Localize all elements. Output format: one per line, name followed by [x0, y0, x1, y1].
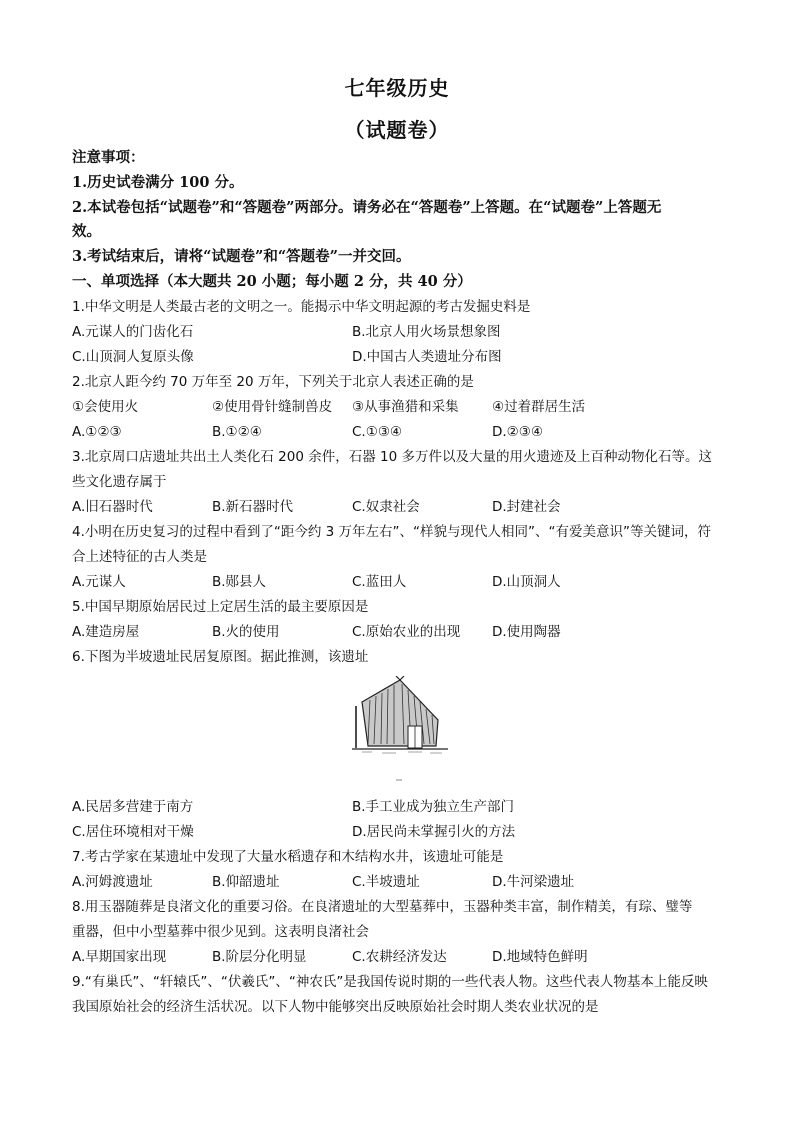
q9-stem-line1: 9.“有巢氏”、“轩辕氏”、“伏羲氏”、“神农氏”是我国传说时期的一些代表人物。这些代表人物基本上能反映 — [72, 974, 708, 990]
q8-option-a: A.早期国家出现 — [72, 949, 167, 965]
q6-option-a: A.民居多营建于南方 — [72, 799, 194, 815]
q6-option-c: C.居住环境相对干燥 — [72, 824, 194, 840]
q3-stem-line2: 些文化遗存属于 — [72, 474, 167, 490]
page-subtitle: （试题卷） — [344, 118, 450, 142]
q8-stem-line1: 8.用玉器随葬是良渚文化的重要习俗。在良渚遗址的大型墓葬中，玉器种类丰富，制作精美，有琮、璧等 — [72, 899, 693, 915]
banpo-house-illustration — [352, 676, 448, 786]
q8-option-b: B.阶层分化明显 — [212, 949, 307, 965]
q8-stem-line2: 重器，但中小型墓葬中很少见到。这表明良渚社会 — [72, 924, 369, 940]
q4-option-b: B.郧县人 — [212, 574, 267, 590]
q2-option-d: D.②③④ — [492, 424, 543, 440]
q2-option-b: B.①②④ — [212, 424, 262, 440]
q6-stem: 6.下图为半坡遗址民居复原图。据此推测，该遗址 — [72, 649, 369, 665]
q2-statement-2: ②使用骨针缝制兽皮 — [212, 399, 333, 415]
q3-option-b: B.新石器时代 — [212, 499, 294, 515]
q3-option-d: D.封建社会 — [492, 499, 561, 515]
q3-stem-line1: 3.北京周口店遗址共出土人类化石 200 余件，石器 10 多万件以及大量的用火遗迹及上百种动物化石等。这 — [72, 449, 712, 465]
q1-option-c: C.山顶洞人复原头像 — [72, 349, 194, 365]
q4-option-c: C.蓝田人 — [352, 574, 407, 590]
q8-option-c: C.农耕经济发达 — [352, 949, 447, 965]
q5-stem: 5.中国早期原始居民过上定居生活的最主要原因是 — [72, 599, 369, 615]
q5-option-b: B.火的使用 — [212, 624, 280, 640]
q2-statement-3: ③从事渔猎和采集 — [352, 399, 459, 415]
q4-option-a: A.元谋人 — [72, 574, 126, 590]
notice-item-2-cont: 效。 — [72, 223, 101, 240]
q9-stem-line2: 我国原始社会的经济生活状况。以下人物中能够突出反映原始社会时期人类农业状况的是 — [72, 999, 599, 1015]
q1-option-b: B.北京人用火场景想象图 — [352, 324, 501, 340]
section-heading: 一、单项选择（本大题共 20 小题；每小题 2 分，共 40 分） — [72, 273, 472, 290]
q7-option-b: B.仰韶遗址 — [212, 874, 280, 890]
q5-option-d: D.使用陶器 — [492, 624, 561, 640]
q7-option-c: C.半坡遗址 — [352, 874, 420, 890]
q7-option-d: D.牛河梁遗址 — [492, 874, 575, 890]
q4-stem-line2: 合上述特征的古人类是 — [72, 549, 207, 565]
q6-option-b: B.手工业成为独立生产部门 — [352, 799, 515, 815]
q2-stem: 2.北京人距今约 70 万年至 20 万年，下列关于北京人表述正确的是 — [72, 374, 474, 390]
notice-heading: 注意事项： — [72, 149, 145, 166]
q1-option-d: D.中国古人类遗址分布图 — [352, 349, 502, 365]
notice-item-3: 3.考试结束后，请将“试题卷”和“答题卷”一并交回。 — [72, 248, 411, 265]
q4-option-d: D.山顶洞人 — [492, 574, 561, 590]
q2-option-c: C.①③④ — [352, 424, 403, 440]
q2-option-a: A.①②③ — [72, 424, 122, 440]
q1-option-a: A.元谋人的门齿化石 — [72, 324, 194, 340]
q3-option-c: C.奴隶社会 — [352, 499, 420, 515]
q2-statement-1: ①会使用火 — [72, 399, 139, 415]
q1-stem: 1.中华文明是人类最古老的文明之一。能揭示中华文明起源的考古发掘史料是 — [72, 299, 531, 315]
q8-option-d: D.地域特色鲜明 — [492, 949, 588, 965]
page-title: 七年级历史 — [344, 76, 450, 100]
notice-item-1: 1.历史试卷满分 100 分。 — [72, 174, 244, 191]
q3-option-a: A.旧石器时代 — [72, 499, 153, 515]
q6-option-d: D.居民尚未掌握引火的方法 — [352, 824, 516, 840]
q7-stem: 7.考古学家在某遗址中发现了大量水稻遗存和木结构水井，该遗址可能是 — [72, 849, 504, 865]
q5-option-a: A.建造房屋 — [72, 624, 140, 640]
q5-option-c: C.原始农业的出现 — [352, 624, 461, 640]
notice-item-2: 2.本试卷包括“试题卷”和“答题卷”两部分。请务必在“答题卷”上答题。在“试题卷”上答题无 — [72, 199, 662, 216]
q4-stem-line1: 4.小明在历史复习的过程中看到了“距今约 3 万年左右”、“样貌与现代人相同”、“有爱美意识”等关键词，符 — [72, 524, 712, 540]
q2-statement-4: ④过着群居生活 — [492, 399, 586, 415]
q7-option-a: A.河姆渡遗址 — [72, 874, 153, 890]
